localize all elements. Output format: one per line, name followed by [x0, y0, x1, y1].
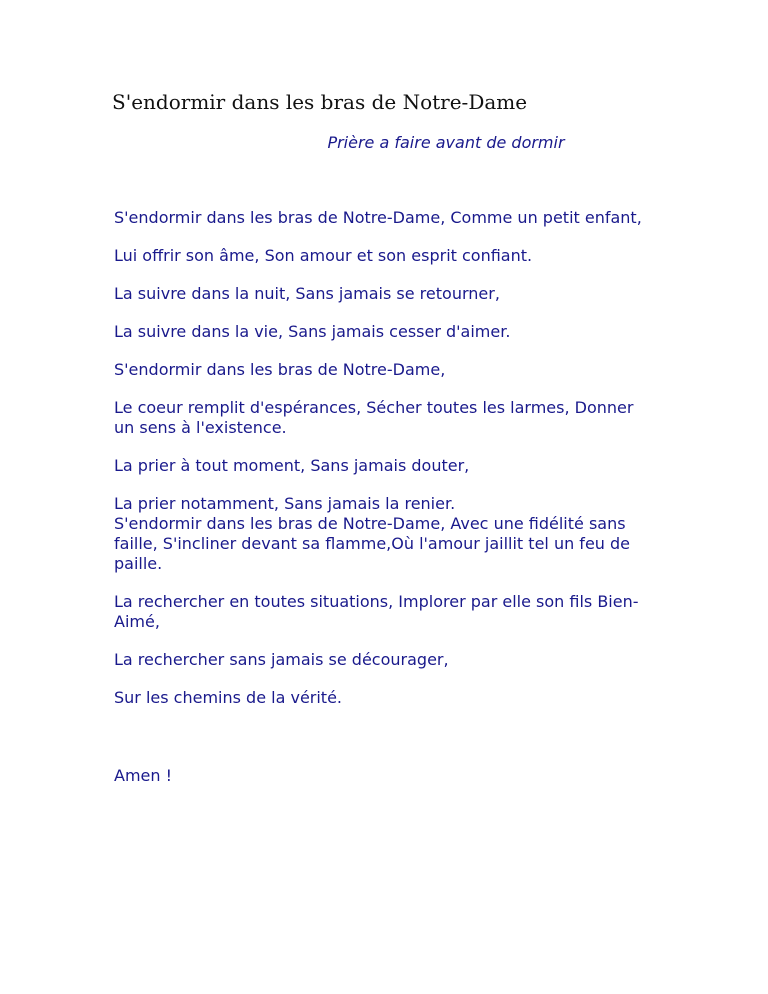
prayer-paragraph: La suivre dans la nuit, Sans jamais se retourner, — [114, 284, 500, 303]
document-title: S'endormir dans les bras de Notre-Dame — [112, 90, 528, 114]
prayer-body — [114, 208, 654, 804]
prayer-paragraph: La prier à tout moment, Sans jamais douter, — [114, 456, 470, 475]
prayer-paragraph: La prier notamment, Sans jamais la renier. — [114, 494, 456, 513]
prayer-paragraph: Sur les chemins de la vérité. — [114, 688, 343, 707]
subtitle-text: Prière a faire avant de dormir — [327, 133, 565, 152]
prayer-paragraph: La suivre dans la vie, Sans jamais cesser d'aimer. — [114, 322, 511, 341]
prayer-paragraph: La rechercher sans jamais se décourager, — [114, 650, 449, 669]
prayer-paragraph: S'endormir dans les bras de Notre-Dame, — [114, 360, 446, 379]
prayer-paragraph: Le coeur remplit d'espérances, Sécher toutes les larmes, Donner un sens à l'existence. — [114, 398, 634, 437]
prayer-paragraph: Lui offrir son âme, Son amour et son esprit confiant. — [114, 246, 533, 265]
prayer-closing-amen: Amen ! — [114, 766, 173, 785]
prayer-paragraph: S'endormir dans les bras de Notre-Dame, Avec une fidélité sans faille, S'incliner devant sa flamme,Où l'amour jaillit tel un feu de paille. — [114, 514, 631, 573]
prayer-paragraph: S'endormir dans les bras de Notre-Dame, Comme un petit enfant, — [114, 208, 642, 227]
prayer-paragraph: La rechercher en toutes situations, Implorer par elle son fils Bien- Aimé, — [114, 592, 639, 631]
document-subtitle — [0, 133, 768, 152]
